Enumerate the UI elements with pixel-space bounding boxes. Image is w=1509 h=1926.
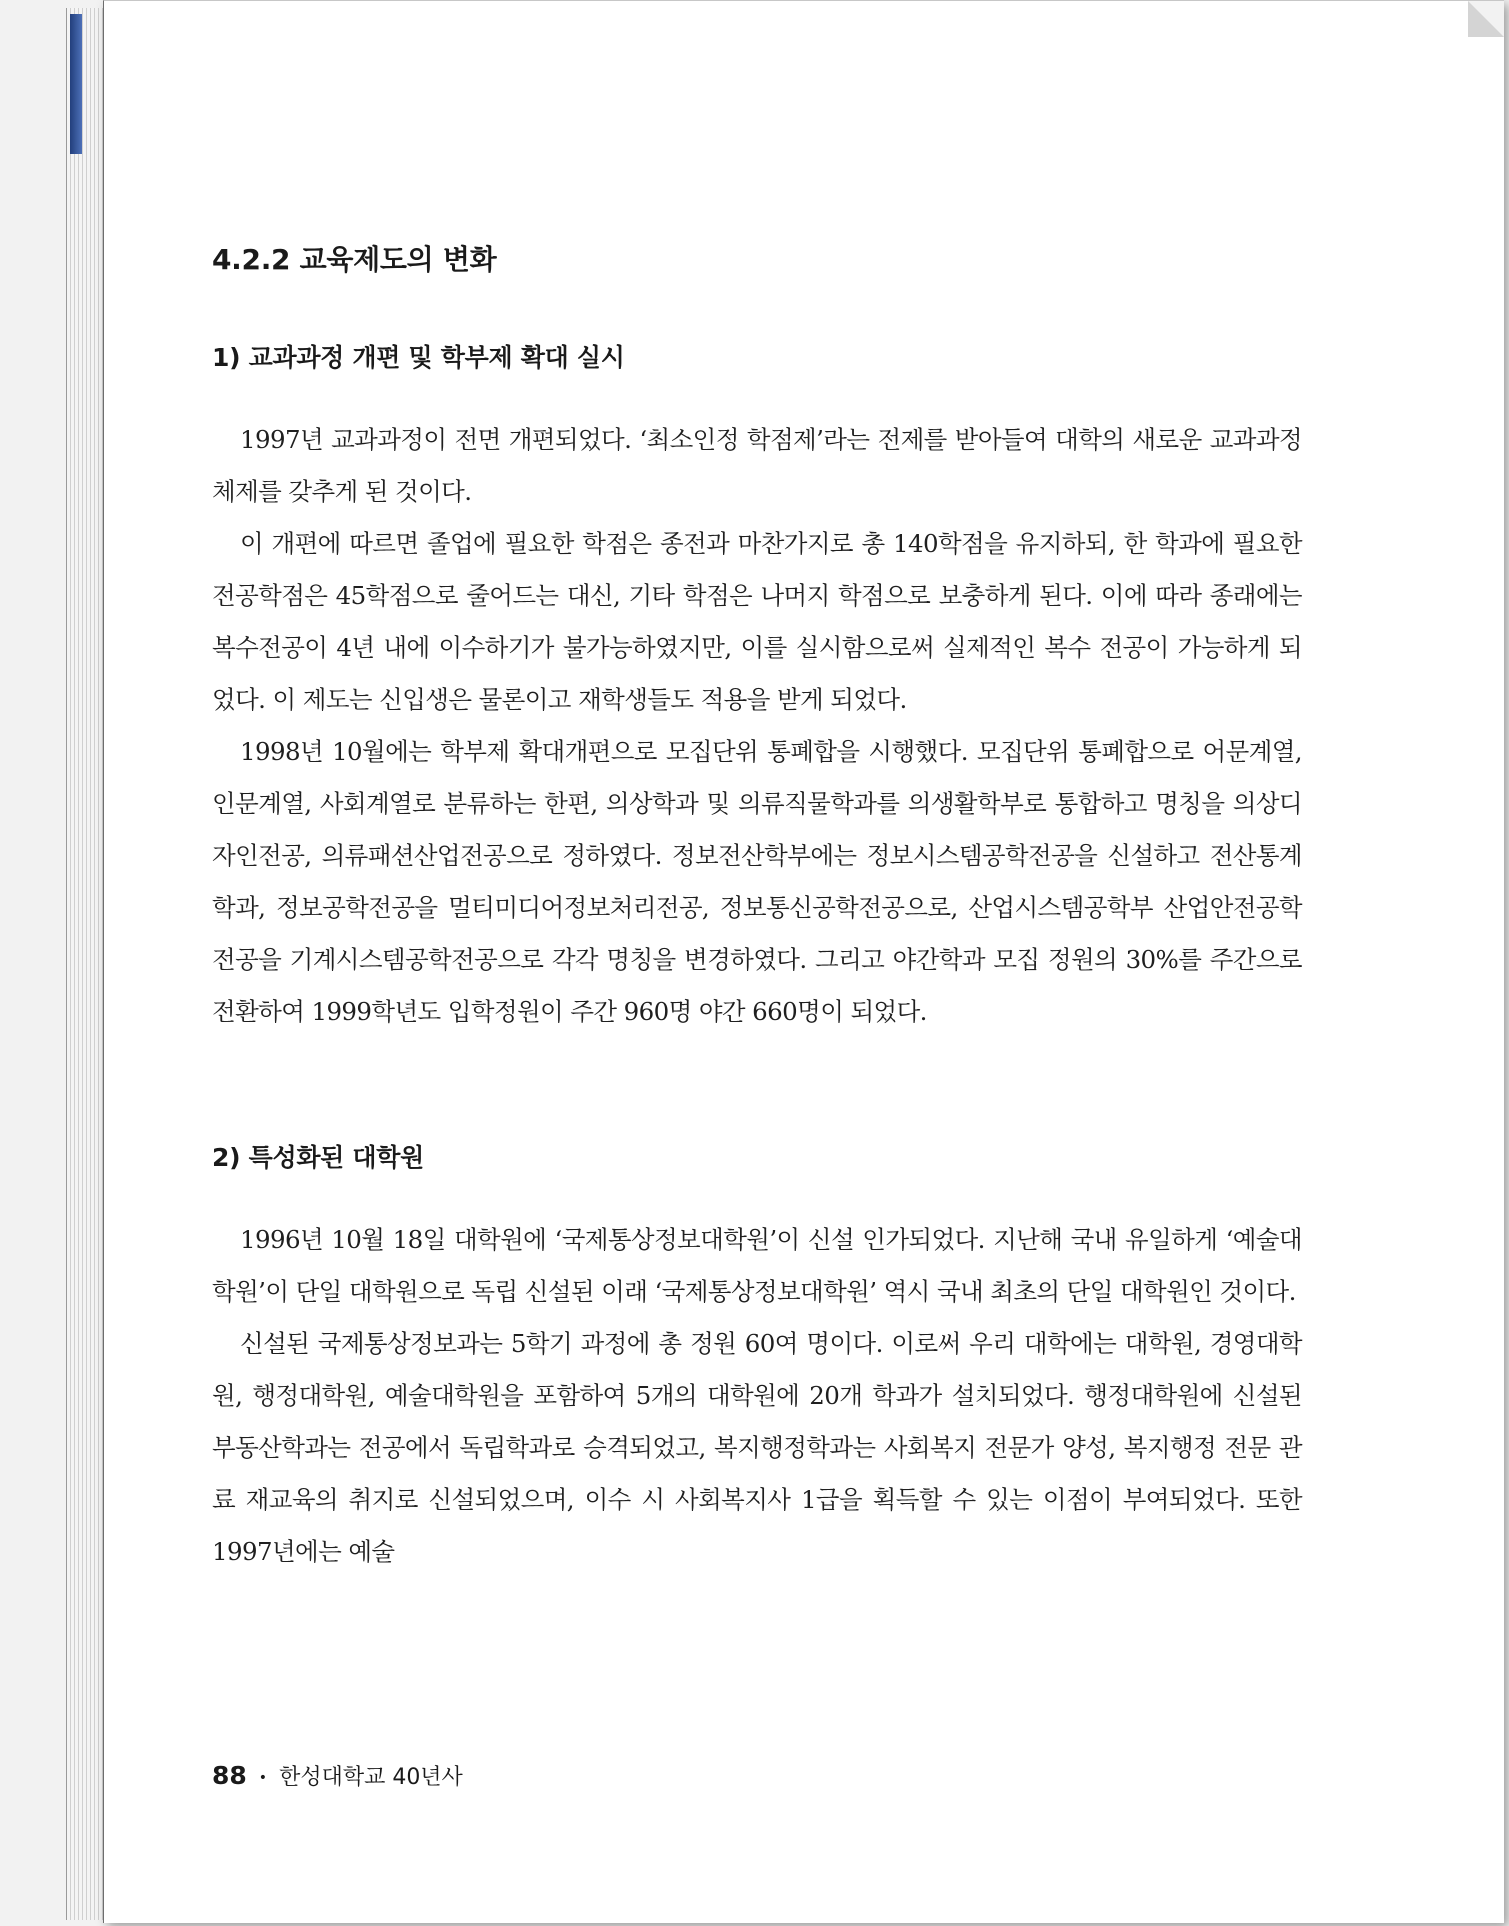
section-title: 4.2.2 교육제도의 변화 xyxy=(212,243,497,276)
paragraph: 1997년 교과과정이 전면 개편되었다. ‘최소인정 학점제’라는 전제를 받아들여 대학의 새로운 교과과정 체제를 갖추게 된 것이다. xyxy=(212,425,1302,506)
paragraph: 이 개편에 따르면 졸업에 필요한 학점은 종전과 마찬가지로 총 140학점을 유지하되, 한 학과에 필요한 전공학점은 45학점으로 줄어드는 대신, 기타 학점은 나머지 학점으로 보충하게 된다. 이에 따라 종래에는 복수전공이 4년 내에 이수하기가 불가능하였지만, 이를 실시함으로써 실제적인 복수 전공이 가능하게 되었다. 이 제도는 신입생은 물론이고 재학생들도 적용을 받게 되었다. xyxy=(212,529,1302,714)
subsection-heading-1: 1) 교과과정 개편 및 학부제 확대 실시 xyxy=(212,343,625,372)
page-content xyxy=(212,238,1302,1578)
paragraph: 1996년 10월 18일 대학원에 ‘국제통상정보대학원’이 신설 인가되었다. 지난해 국내 유일하게 ‘예술대학원’이 단일 대학원으로 독립 신설된 이래 ‘국제통상정보대학원’ 역시 국내 최초의 단일 대학원인 것이다. xyxy=(212,1225,1302,1306)
cover-edge xyxy=(70,14,82,154)
paragraph: 신설된 국제통상정보과는 5학기 과정에 총 정원 60여 명이다. 이로써 우리 대학에는 대학원, 경영대학원, 행정대학원, 예술대학원을 포함하여 5개의 대학원에 20개 학과가 설치되었다. 행정대학원에 신설된 부동산학과는 전공에서 독립학과로 승격되었고, 복지행정학과는 사회복지 전문가 양성, 복지행정 전문 관료 재교육의 취지로 신설되었으며, 이수 시 사회복지사 1급을 획득할 수 있는 이점이 부여되었다. 또한 1997년에는 예술 xyxy=(212,1329,1302,1566)
book-title: 한성대학교 40년사 xyxy=(279,1765,463,1790)
page-corner-fold xyxy=(1468,1,1504,37)
page-footer xyxy=(212,1760,463,1791)
page-number: 88 xyxy=(212,1761,247,1790)
subsection-heading-2: 2) 특성화된 대학원 xyxy=(212,1143,424,1172)
paragraph: 1998년 10월에는 학부제 확대개편으로 모집단위 통폐합을 시행했다. 모집단위 통폐합으로 어문계열, 인문계열, 사회계열로 분류하는 한편, 의상학과 및 의류직물학과를 의생활학부로 통합하고 명칭을 의상디자인전공, 의류패션산업전공으로 정하였다. 정보전산학부에는 정보시스템공학전공을 신설하고 전산통계학과, 정보공학전공을 멀티미디어정보처리전공, 정보통신공학전공으로, 산업시스템공학부 산업안전공학전공을 기계시스템공학전공으로 각각 명칭을 변경하였다. 그리고 야간학과 모집 정원의 30%를 주간으로 전환하여 1999학년도 입학정원이 주간 960명 야간 660명이 되었다. xyxy=(212,737,1302,1026)
footer-separator: • xyxy=(258,1770,268,1786)
